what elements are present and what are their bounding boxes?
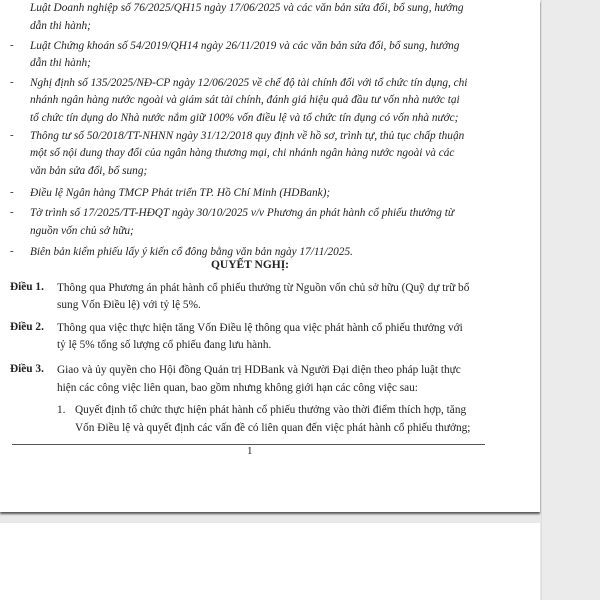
legal-basis-line: Nghị định số 135/2025/NĐ-CP ngày 12/06/2025 về chế độ tài chính đối với tổ chức tín dụng, chi [30,77,468,89]
sub-item-number: 1. [57,404,66,416]
bullet-marker: - [10,186,14,198]
article-label: Điều 3. [10,363,44,375]
article-text-line: Thông qua việc thực hiện tăng Vốn Điều lệ thông qua việc phát hành cổ phiếu thưởng với [57,322,463,334]
legal-basis-line: nhánh ngân hàng nước ngoài và giám sát tài chính, đánh giá hiệu quả đầu tư vốn nhà nước tại [30,94,460,106]
bullet-marker: - [10,129,14,141]
legal-basis-line: Thông tư số 50/2018/TT-NHNN ngày 31/12/2018 quy định về hồ sơ, trình tự, thủ tục chấp thuận [30,130,465,142]
article-text-line: sung Vốn Điều lệ) với tỷ lệ 5%. [57,299,201,311]
bullet-marker: - [10,206,14,218]
legal-basis-line: Tờ trình số 17/2025/TT-HĐQT ngày 30/10/2025 v/v Phương án phát hành cổ phiếu thưởng từ [30,207,455,219]
article-label: Điều 2. [10,321,44,333]
article-label: Điều 1. [10,281,44,293]
legal-basis-line: văn bản sửa đổi, bổ sung; [30,165,148,177]
legal-basis-line: Điều lệ Ngân hàng TMCP Phát triển TP. Hồ Chí Minh (HDBank); [30,187,331,199]
viewer-side-panel [541,0,600,600]
legal-basis-line: nguồn vốn chủ sở hữu; [30,225,134,237]
legal-basis-line: Luật Doanh nghiệp số 76/2025/QH15 ngày 17/06/2025 và các văn bản sửa đổi, bổ sung, hướng [30,2,464,14]
article-text-line: tỷ lệ 5% tổng số lượng cổ phiếu đang lưu hành. [57,339,272,351]
sub-item-text-line: Vốn Điều lệ và quyết định các vấn đề có liên quan đến việc phát hành cổ phiếu thưởng; [75,422,471,434]
article-text-line: Thông qua Phương án phát hành cổ phiếu thưởng từ Nguồn vốn chủ sở hữu (Quỹ dự trữ bổ [57,282,470,294]
bullet-marker: - [10,39,14,51]
legal-basis-line: Luật Chứng khoán số 54/2019/QH14 ngày 26/11/2019 và các văn bản sửa đổi, bổ sung, hướng [30,40,460,52]
bullet-marker: - [10,76,14,88]
article-text-line: Giao và ủy quyền cho Hội đồng Quản trị HDBank và Người Đại diện theo pháp luật thực [57,364,461,376]
sub-item-text-line: Quyết định tổ chức thực hiện phát hành cổ phiếu thưởng vào thời điểm thích hợp, tăng [75,404,467,416]
document-page-2 [0,523,540,600]
resolution-heading: QUYẾT NGHỊ: [210,259,290,271]
legal-basis-line: Biên bản kiểm phiếu lấy ý kiến cổ đông bằng văn bản ngày 17/11/2025. [30,246,353,258]
legal-basis-line: dẫn thi hành; [30,57,91,69]
legal-basis-line: một số nội dung thay đổi của ngân hàng thương mại, chi nhánh ngân hàng nước ngoài và các [30,147,455,159]
article-text-line: hiện các công việc liên quan, bao gồm nhưng không giới hạn các công việc sau: [57,382,418,394]
bullet-marker: - [10,245,14,257]
page-number: 1 [247,445,253,457]
legal-basis-line: tổ chức tín dụng do Nhà nước nắm giữ 100% vốn điều lệ và tổ chức tín dụng có vốn nhà nước; [30,112,459,124]
legal-basis-line: dẫn thi hành; [30,20,91,32]
